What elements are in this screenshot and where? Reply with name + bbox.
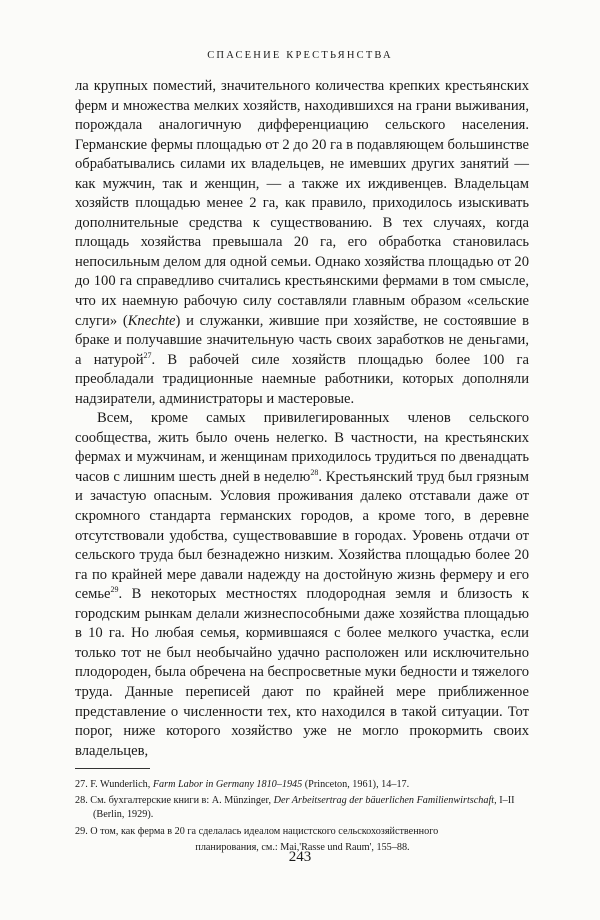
paragraph-text: Всем, кроме самых привилегированных членов сельского сообщества, жить было очень нелегко. В частности, на крестьянских фермах и мужчинам, и женщинам приходилось трудиться по двенадцать часов с лишним шесть дней в неделю: [75, 410, 529, 485]
footnote-27: [75, 778, 530, 792]
footnotes: [75, 778, 530, 855]
footnote-number: 27.: [75, 779, 88, 790]
page-number: 243: [288, 849, 312, 865]
footnote-text: См. бухгалтерские книги в: A. Münzinger,: [90, 795, 272, 807]
paragraph: [75, 77, 529, 409]
footnote-divider: [75, 768, 150, 769]
footnote-title: Farm Labor in Germany 1810–1945: [152, 779, 303, 790]
paragraph-text: ) и служанки, жившие при хозяйстве, не состоявшие в браке и получавшие значительную часть своих заработков не деньгами, а натурой: [75, 312, 529, 368]
running-head: СПАСЕНИЕ КРЕСТЬЯНСТВА: [207, 50, 393, 61]
footnote-29-continued: планирования, см.: Mai,'Rasse und Raum', 155–88.: [195, 841, 410, 853]
footnote-number: 29.: [75, 825, 88, 837]
footnote-title: Der Arbeitsertrag der bäuerlichen Familienwirtschaft: [273, 795, 495, 807]
footnote-ref-29[interactable]: 29: [110, 585, 119, 595]
footnote-text: О том, как ферма в 20 га сделалась идеалом нацистского сельскохозяйственного: [90, 825, 439, 837]
footnote-ref-27[interactable]: 27: [143, 350, 152, 360]
footnote-29: [75, 825, 530, 839]
paragraph-text: . В рабочей силе хозяйств площадью более 100 га преобладали традиционные наемные работники, которых дополняли надзиратели, администраторы и мастеровые.: [75, 351, 529, 407]
italic-term: Knechte: [127, 312, 176, 329]
footnote-number: 28.: [75, 795, 88, 807]
footnote-28: [75, 794, 530, 822]
footnote-text: (Princeton, 1961), 14–17.: [304, 779, 410, 790]
paragraph-text: . В некоторых местностях плодородная земля и близость к городским рынкам делали жизнеспособными даже хозяйства площадью в 10 га. Но любая семья, кормившаяся с более мелкого участка, если только тот не был необычайно удачно расположен или исключительно плодороден, была обречена на беспросветные муки бедности и тяжелого труда. Данные переписей дают по крайней мере приближенное представление о численности тех, кто находился в такой ситуации. Тот порог, ниже которого хозяйство уже не могло прокормить своих владельцев,: [75, 586, 529, 759]
paragraph-text: . Крестьянский труд был грязным и зачастую опасным. Условия проживания далеко отставали даже от скромного стандарта германских городов, а кроме того, в деревне отсутствовали удобства, существовавшие в городах. Уровень отдачи от сельского труда был безнадежно низким. Хозяйства площадью более 20 га по крайней мере давали надежду на достойную жизнь фермеру и его семье: [75, 468, 529, 603]
paragraph-text: ла крупных поместий, значительного количества крепких крестьянских ферм и множества мелких хозяйств, находившихся на грани выживания, порождала аналогичную дифференциацию сельского населения. Германские фермы площадью от 2 до 20 га в подавляющем большинстве обрабатывались силами их владельцев, не имевших других занятий — как мужчин, так и женщин, — а также их иждивенцев. Владельцам хозяйств площадью менее 2 га, как правило, приходилось изыскивать дополнительные средства к существованию. В тех случаях, когда площадь хозяйства превышала 20 га, его обработка становилась непосильным делом для одной семьи. Однако хозяйства площадью от 20 до 100 га справедливо считались крестьянскими фермами в том смысле, что их наемную рабочую силу составляли главным образом «сельские слуги» (: [75, 78, 529, 329]
footnote-text: , I–II (Berlin, 1929).: [93, 795, 515, 821]
footnote-ref-28[interactable]: 28: [310, 468, 319, 478]
footnote-text: F. Wunderlich,: [90, 779, 151, 790]
body-text: [75, 77, 529, 761]
paragraph: [75, 409, 529, 761]
